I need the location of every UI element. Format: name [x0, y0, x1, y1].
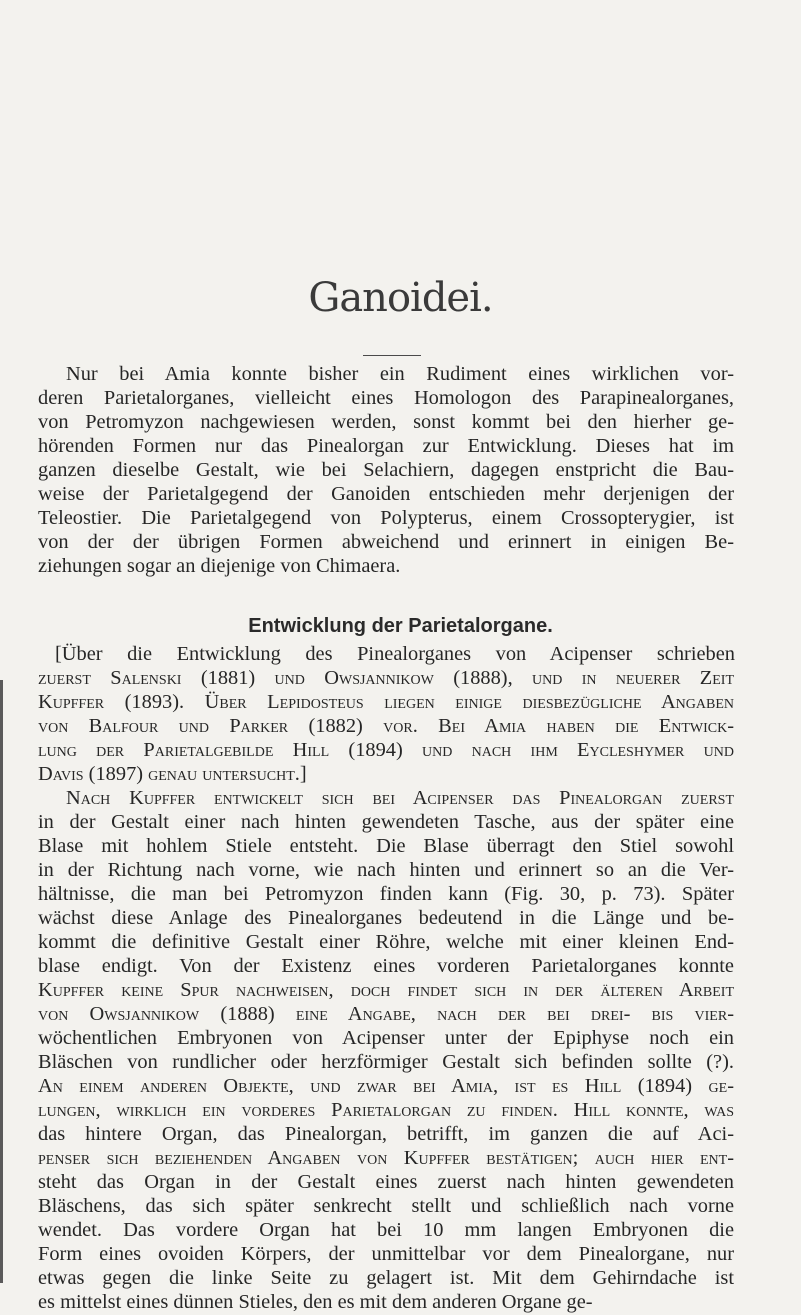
text-line: Nur bei Amia konnte bisher ein Rudiment eines wirklichen vor-: [66, 363, 734, 385]
text-line: etwas gegen die linke Seite zu gelagert ist. Mit dem Gehirndache ist: [38, 1267, 734, 1289]
text-line: An einem anderen Objekte, und zwar bei Amia, ist es Hill (1894) ge-: [38, 1075, 734, 1097]
text-line: Blase mit hohlem Stiele entsteht. Die Blase überragt den Stiel sowohl: [38, 835, 734, 857]
text-line: Teleostier. Die Parietalgegend von Polypterus, einem Crossopterygier, ist: [38, 507, 734, 529]
text-line: wendet. Das vordere Organ hat bei 10 mm langen Embryonen die: [38, 1219, 734, 1241]
text-line: ganzen dieselbe Gestalt, wie bei Selachiern, dagegen enstpricht die Bau-: [38, 459, 734, 481]
text-line: zuerst Salenski (1881) und Owsjannikow (1888), und in neuerer Zeit: [38, 667, 734, 689]
text-line: penser sich beziehenden Angaben von Kupffer bestätigen; auch hier ent-: [38, 1147, 734, 1169]
text-line: ziehungen sogar an diejenige von Chimaera.: [38, 555, 401, 577]
text-line: Form eines ovoiden Körpers, der unmittelbar vor dem Pinealorgane, nur: [38, 1243, 734, 1265]
text-line: wöchentlichen Embryonen von Acipenser unter der Epiphyse noch ein: [38, 1027, 734, 1049]
text-line: steht das Organ in der Gestalt eines zuerst nach hinten gewendeten: [38, 1171, 734, 1193]
text-line: das hintere Organ, das Pinealorgan, betrifft, im ganzen die auf Aci-: [38, 1123, 734, 1145]
text-line: [Über die Entwicklung des Pinealorganes von Acipenser schrieben: [55, 643, 735, 665]
page-edge: [0, 680, 3, 1283]
text-line: Kupffer (1893). Über Lepidosteus liegen einige diesbezügliche Angaben: [38, 691, 734, 713]
text-line: Kupffer keine Spur nachweisen, doch findet sich in der älteren Arbeit: [38, 979, 734, 1001]
text-line: Bläschen von rundlicher oder herzförmiger Gestalt sich befinden sollte (?).: [38, 1051, 734, 1073]
section-heading: Ganoidei.: [308, 275, 493, 321]
text-line: kommt die definitive Gestalt einer Röhre, welche mit einer kleinen End-: [38, 931, 734, 953]
text-line: von Balfour und Parker (1882) vor. Bei Amia haben die Entwick-: [38, 715, 734, 737]
text-line: lungen, wirklich ein vorderes Parietalorgan zu finden. Hill konnte, was: [38, 1099, 734, 1121]
text-line: Nach Kupffer entwickelt sich bei Acipenser das Pinealorgan zuerst: [66, 787, 734, 809]
text-line: Bläschens, das sich später senkrecht stellt und schließlich nach vorne: [38, 1195, 734, 1217]
text-line: blase endigt. Von der Existenz eines vorderen Parietalorganes konnte: [38, 955, 734, 977]
text-line: in der Gestalt einer nach hinten gewendeten Tasche, aus der später eine: [38, 811, 734, 833]
text-line: es mittelst eines dünnen Stieles, den es mit dem anderen Organe ge-: [38, 1291, 593, 1313]
text-line: von Petromyzon nachgewiesen werden, sonst kommt bei den hierher ge-: [38, 411, 734, 433]
text-line: in der Richtung nach vorne, wie nach hinten und erinnert so an die Ver-: [38, 859, 734, 881]
heading-rule: [363, 355, 421, 356]
subheading: Entwicklung der Parietalorgane.: [248, 615, 553, 637]
text-line: von Owsjannikow (1888) eine Angabe, nach der bei drei- bis vier-: [38, 1003, 734, 1025]
text-line: hörenden Formen nur das Pinealorgan zur Entwicklung. Dieses hat im: [38, 435, 734, 457]
text-line: deren Parietalorganes, vielleicht eines Homologon des Parapinealorganes,: [38, 387, 734, 409]
text-line: von der der übrigen Formen abweichend und erinnert in einigen Be-: [38, 531, 734, 553]
text-line: lung der Parietalgebilde Hill (1894) und nach ihm Eycleshymer und: [38, 739, 734, 761]
text-line: Davis (1897) genau untersucht.]: [38, 763, 307, 785]
text-line: wächst diese Anlage des Pinealorganes bedeutend in die Länge und be-: [38, 907, 734, 929]
text-line: weise der Parietalgegend der Ganoiden entschieden mehr derjenigen der: [38, 483, 734, 505]
text-line: hältnisse, die man bei Petromyzon finden kann (Fig. 30, p. 73). Später: [38, 883, 734, 905]
